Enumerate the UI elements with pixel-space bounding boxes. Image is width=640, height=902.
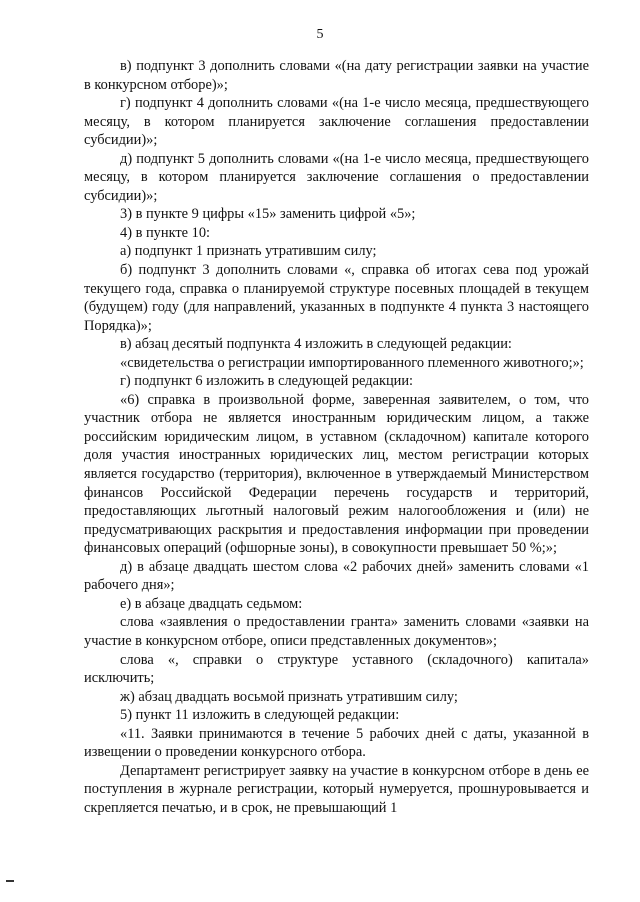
- paragraph-quote-spravka: «6) справка в произвольной форме, заверенная заявителем, о том, что участник отбора не является иностранным юридическим лицом, а также российским юридическим лицом, в уставном (складочном) капитале которого доля участия иностранных юридических лиц, местом регистрации которых является государство (территория), включенное в утверждаемый Министерством финансов Российской Федерации перечень государств и территорий, предоставляющих льготный налоговый режим налогообложения и (или) не предусматривающих раскрытия и предоставления информации при проведении финансовых операций (офшорные зоны), в совокупности превышает 50 %;»;: [84, 391, 589, 557]
- paragraph-department: Департамент регистрирует заявку на участие в конкурсном отборе в день ее поступления в журнале регистрации, который нумеруется, прошнуровывается и скрепляется печатью, и в срок, не превышающий 1: [84, 762, 589, 816]
- paragraph-amend-v: в) подпункт 3 дополнить словами «(на дату регистрации заявки на участие в конкурсном отборе)»;: [84, 58, 589, 93]
- paragraph-sub-b: б) подпункт 3 дополнить словами «, справка об итогах сева под урожай текущего года, справка о планируемой структуре посевных площадей в текущем (будущем) году (для направлений, указанных в подпункте 4 пункта 3 настоящего Порядка)»;: [84, 262, 589, 334]
- paragraph-item-3: 3) в пункте 9 цифры «15» заменить цифрой «5»;: [120, 206, 416, 223]
- paragraph-sub-e: е) в абзаце двадцать седьмом:: [120, 595, 303, 612]
- paragraph-quote-svidetelstva: «свидетельства о регистрации импортированного племенного животного;»;: [120, 354, 584, 371]
- paragraph-exclude-words: слова «, справки о структуре уставного (складочного) капитала» исключить;: [84, 651, 589, 687]
- paragraph-amend-g: г) подпункт 4 дополнить словами «(на 1-е число месяца, предшествующего месяцу, в котором планируется заключение соглашения предоставлении субсидии)»;: [84, 95, 589, 149]
- paragraph-item-5: 5) пункт 11 изложить в следующей редакции:: [120, 707, 400, 724]
- paragraph-item-4: 4) в пункте 10:: [120, 224, 211, 241]
- paragraph-sub-d: д) в абзаце двадцать шестом слова «2 рабочих дней» заменить словами «1 рабочего дня»;: [84, 558, 589, 594]
- paragraph-sub-v: в) абзац десятый подпункта 4 изложить в следующей редакции:: [120, 336, 512, 353]
- scan-edge-mark: [6, 880, 14, 882]
- paragraph-sub-a: а) подпункт 1 признать утратившим силу;: [120, 243, 377, 260]
- page-number: 5: [316, 27, 324, 42]
- document-body: [84, 57, 589, 817]
- paragraph-amend-d: д) подпункт 5 дополнить словами «(на 1-е число месяца, предшествующего месяцу, в котором планируется заключение соглашения о предоставлении субсидии)»;: [84, 150, 589, 204]
- paragraph-replace-words: слова «заявления о предоставлении гранта» заменить словами «заявки на участие в конкурсном отборе, описи представленных документов»;: [84, 614, 589, 649]
- paragraph-sub-zh: ж) абзац двадцать восьмой признать утратившим силу;: [120, 688, 458, 705]
- paragraph-sub-g: г) подпункт 6 изложить в следующей редакции:: [120, 373, 414, 390]
- paragraph-quote-11: «11. Заявки принимаются в течение 5 рабочих дней с даты, указанной в извещении о проведении конкурсного отбора.: [84, 725, 589, 761]
